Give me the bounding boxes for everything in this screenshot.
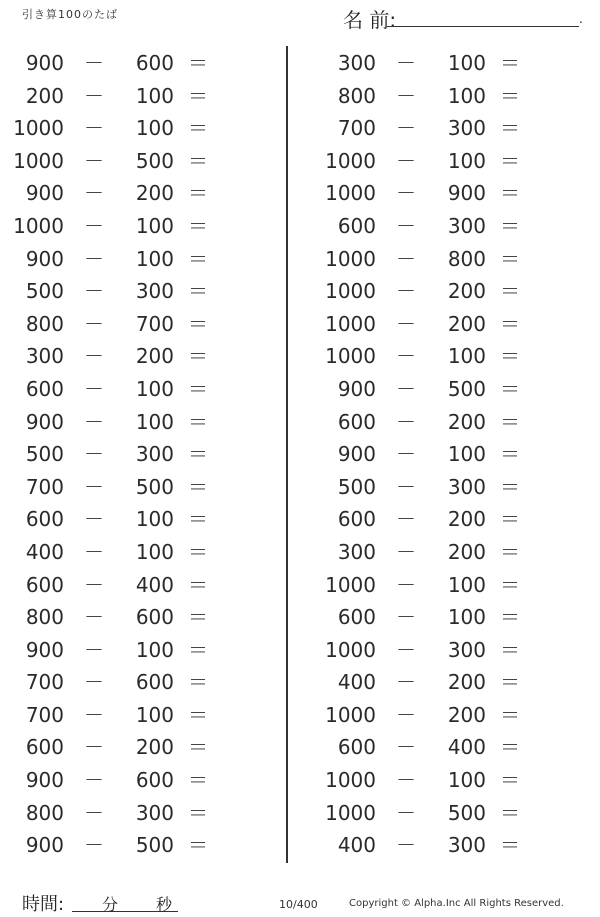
equals-sign: ＝ — [188, 181, 208, 206]
problem-row — [320, 438, 580, 471]
equals-sign: ＝ — [500, 51, 520, 75]
equals-sign: ＝ — [500, 344, 520, 369]
minus-sign: － — [84, 409, 104, 434]
minuend: 800 — [25, 800, 64, 825]
minuend: 1000 — [13, 116, 64, 141]
problem-row — [8, 699, 268, 732]
minus-sign: － — [84, 83, 104, 108]
minuend: 800 — [337, 83, 376, 108]
right-problem-column — [320, 47, 580, 862]
minuend: 1000 — [13, 148, 64, 173]
minuend: 400 — [25, 539, 64, 564]
minuend: 900 — [25, 409, 64, 434]
equals-sign: ＝ — [188, 116, 208, 141]
subtrahend: 400 — [135, 572, 174, 597]
problem-row — [320, 569, 580, 602]
problem-row — [320, 797, 580, 830]
problem-row — [8, 503, 268, 536]
minus-sign: － — [396, 539, 416, 564]
equals-sign: ＝ — [188, 442, 208, 467]
minuend: 600 — [25, 507, 64, 532]
problem-row — [8, 601, 268, 634]
minuend: 500 — [25, 279, 64, 304]
subtrahend: 600 — [135, 768, 174, 793]
minuend: 900 — [25, 833, 64, 858]
subtrahend: 200 — [135, 735, 174, 760]
minuend: 1000 — [325, 148, 376, 173]
problem-row — [8, 275, 268, 308]
problem-row — [8, 634, 268, 667]
equals-sign: ＝ — [500, 702, 520, 727]
subtrahend: 100 — [447, 51, 486, 75]
minus-sign: － — [396, 637, 416, 662]
equals-sign: ＝ — [188, 507, 208, 532]
minuend: 900 — [25, 246, 64, 271]
subtrahend: 500 — [135, 833, 174, 858]
minuend: 300 — [25, 344, 64, 369]
minuend: 1000 — [325, 800, 376, 825]
subtrahend: 300 — [447, 833, 486, 858]
problem-row — [320, 731, 580, 764]
equals-sign: ＝ — [188, 768, 208, 793]
subtrahend: 300 — [447, 474, 486, 499]
minuend: 900 — [25, 637, 64, 662]
problem-row — [8, 145, 268, 178]
equals-sign: ＝ — [500, 83, 520, 108]
minus-sign: － — [84, 376, 104, 401]
problem-row — [8, 47, 268, 80]
problem-row — [8, 308, 268, 341]
minuend: 1000 — [325, 572, 376, 597]
problem-row — [320, 275, 580, 308]
problem-row — [8, 536, 268, 569]
subtrahend: 100 — [135, 702, 174, 727]
minus-sign: － — [84, 213, 104, 238]
subtrahend: 100 — [135, 409, 174, 434]
equals-sign: ＝ — [188, 83, 208, 108]
subtrahend: 600 — [135, 605, 174, 630]
equals-sign: ＝ — [500, 409, 520, 434]
minus-sign: － — [84, 279, 104, 304]
problem-row — [8, 797, 268, 830]
minuend: 1000 — [325, 311, 376, 336]
subtrahend: 100 — [135, 246, 174, 271]
subtrahend: 100 — [447, 83, 486, 108]
problem-row — [8, 731, 268, 764]
equals-sign: ＝ — [500, 279, 520, 304]
problem-row — [8, 569, 268, 602]
minuend: 1000 — [325, 702, 376, 727]
time-field — [22, 890, 182, 916]
minus-sign: － — [84, 735, 104, 760]
problem-row — [320, 308, 580, 341]
equals-sign: ＝ — [188, 409, 208, 434]
subtrahend: 100 — [135, 213, 174, 238]
equals-sign: ＝ — [500, 213, 520, 238]
minuend: 1000 — [325, 181, 376, 206]
problem-row — [320, 536, 580, 569]
subtrahend: 300 — [447, 213, 486, 238]
minus-sign: － — [396, 213, 416, 238]
minus-sign: － — [396, 833, 416, 858]
subtrahend: 100 — [447, 605, 486, 630]
minus-sign: － — [396, 83, 416, 108]
minuend: 1000 — [325, 279, 376, 304]
subtrahend: 300 — [447, 116, 486, 141]
subtrahend: 100 — [135, 507, 174, 532]
problem-row — [320, 340, 580, 373]
minus-sign: － — [396, 279, 416, 304]
equals-sign: ＝ — [500, 572, 520, 597]
minus-sign: － — [396, 768, 416, 793]
problem-row — [8, 666, 268, 699]
problem-row — [8, 340, 268, 373]
equals-sign: ＝ — [500, 181, 520, 206]
minus-sign: － — [396, 800, 416, 825]
subtrahend: 100 — [135, 116, 174, 141]
equals-sign: ＝ — [188, 51, 208, 75]
minus-sign: － — [396, 670, 416, 695]
problem-row — [320, 47, 580, 80]
equals-sign: ＝ — [188, 800, 208, 825]
minus-sign: － — [84, 442, 104, 467]
subtrahend: 500 — [135, 148, 174, 173]
minus-sign: － — [396, 246, 416, 271]
minus-sign: － — [396, 344, 416, 369]
minuend: 1000 — [325, 768, 376, 793]
equals-sign: ＝ — [500, 605, 520, 630]
minuend: 600 — [337, 507, 376, 532]
problem-row — [320, 503, 580, 536]
subtrahend: 500 — [447, 376, 486, 401]
subtrahend: 300 — [135, 279, 174, 304]
subtrahend: 200 — [447, 279, 486, 304]
problem-row — [8, 438, 268, 471]
subtrahend: 100 — [135, 539, 174, 564]
minus-sign: － — [84, 116, 104, 141]
equals-sign: ＝ — [500, 735, 520, 760]
equals-sign: ＝ — [188, 376, 208, 401]
equals-sign: ＝ — [500, 768, 520, 793]
minuend: 900 — [337, 442, 376, 467]
equals-sign: ＝ — [188, 344, 208, 369]
subtrahend: 100 — [447, 442, 486, 467]
minuend: 1000 — [325, 344, 376, 369]
subtrahend: 800 — [447, 246, 486, 271]
subtrahend: 600 — [135, 51, 174, 75]
minus-sign: － — [84, 670, 104, 695]
equals-sign: ＝ — [188, 833, 208, 858]
equals-sign: ＝ — [500, 800, 520, 825]
minus-sign: － — [84, 539, 104, 564]
minuend: 600 — [25, 376, 64, 401]
minus-sign: － — [396, 442, 416, 467]
problem-row — [8, 373, 268, 406]
minuend: 600 — [25, 572, 64, 597]
minus-sign: － — [396, 507, 416, 532]
minus-sign: － — [396, 735, 416, 760]
page-count: 10/400 — [279, 898, 318, 911]
minuend: 300 — [337, 539, 376, 564]
minuend: 900 — [25, 768, 64, 793]
equals-sign: ＝ — [188, 572, 208, 597]
problem-row — [8, 243, 268, 276]
problem-row — [320, 243, 580, 276]
subtrahend: 200 — [447, 311, 486, 336]
problem-row — [320, 601, 580, 634]
minus-sign: － — [84, 800, 104, 825]
minuend: 400 — [337, 833, 376, 858]
minus-sign: － — [84, 148, 104, 173]
minus-sign: － — [84, 246, 104, 271]
minuend: 700 — [25, 670, 64, 695]
minuend: 600 — [337, 605, 376, 630]
minus-sign: － — [396, 605, 416, 630]
subtrahend: 500 — [135, 474, 174, 499]
minuend: 700 — [25, 702, 64, 727]
minus-sign: － — [396, 311, 416, 336]
subtrahend: 200 — [447, 539, 486, 564]
minus-sign: － — [84, 572, 104, 597]
minus-sign: － — [84, 833, 104, 858]
minuend: 600 — [25, 735, 64, 760]
problem-row — [320, 406, 580, 439]
subtrahend: 100 — [447, 148, 486, 173]
subtrahend: 300 — [447, 637, 486, 662]
name-label: 名 前: — [343, 8, 397, 32]
equals-sign: ＝ — [188, 539, 208, 564]
problem-row — [320, 210, 580, 243]
equals-sign: ＝ — [500, 507, 520, 532]
minuend: 1000 — [325, 246, 376, 271]
problem-row — [8, 406, 268, 439]
problem-row — [8, 177, 268, 210]
left-problem-column — [8, 47, 268, 862]
minuend: 800 — [25, 311, 64, 336]
subtrahend: 100 — [135, 83, 174, 108]
problem-row — [320, 666, 580, 699]
problem-row — [320, 829, 580, 862]
minuend: 500 — [337, 474, 376, 499]
name-underline — [387, 26, 579, 27]
minus-sign: － — [84, 637, 104, 662]
subtrahend: 100 — [447, 344, 486, 369]
subtrahend: 200 — [447, 670, 486, 695]
minuend: 500 — [25, 442, 64, 467]
equals-sign: ＝ — [500, 376, 520, 401]
subtrahend: 600 — [135, 670, 174, 695]
minuend: 900 — [25, 51, 64, 75]
minuend: 700 — [25, 474, 64, 499]
minuend: 900 — [337, 376, 376, 401]
equals-sign: ＝ — [188, 637, 208, 662]
subtrahend: 200 — [135, 181, 174, 206]
minus-sign: － — [84, 768, 104, 793]
equals-sign: ＝ — [188, 474, 208, 499]
equals-sign: ＝ — [500, 148, 520, 173]
minuend: 300 — [337, 51, 376, 75]
equals-sign: ＝ — [500, 670, 520, 695]
equals-sign: ＝ — [500, 442, 520, 467]
subtrahend: 100 — [135, 637, 174, 662]
worksheet-title: 引き算100のたば — [22, 8, 118, 21]
minus-sign: － — [396, 376, 416, 401]
problem-row — [320, 373, 580, 406]
problem-row — [320, 112, 580, 145]
equals-sign: ＝ — [500, 311, 520, 336]
equals-sign: ＝ — [500, 116, 520, 141]
copyright-notice: Copyright © Alpha.Inc All Rights Reserved. — [349, 898, 564, 909]
problem-row — [8, 210, 268, 243]
problem-row — [320, 634, 580, 667]
subtrahend: 200 — [447, 507, 486, 532]
equals-sign: ＝ — [500, 246, 520, 271]
minuend: 600 — [337, 409, 376, 434]
minus-sign: － — [396, 702, 416, 727]
problem-row — [8, 80, 268, 113]
minuend: 400 — [337, 670, 376, 695]
minus-sign: － — [396, 51, 416, 75]
problem-row — [320, 699, 580, 732]
column-divider — [286, 46, 288, 863]
minus-sign: － — [396, 116, 416, 141]
minuend: 1000 — [13, 213, 64, 238]
minuend: 800 — [25, 605, 64, 630]
equals-sign: ＝ — [188, 605, 208, 630]
equals-sign: ＝ — [188, 246, 208, 271]
equals-sign: ＝ — [188, 670, 208, 695]
problem-row — [8, 112, 268, 145]
minutes-label: 分 — [102, 895, 119, 914]
minuend: 600 — [337, 735, 376, 760]
equals-sign: ＝ — [188, 311, 208, 336]
subtrahend: 400 — [447, 735, 486, 760]
problem-row — [320, 177, 580, 210]
seconds-label: 秒 — [156, 895, 173, 914]
equals-sign: ＝ — [500, 474, 520, 499]
problem-row — [8, 471, 268, 504]
equals-sign: ＝ — [188, 279, 208, 304]
subtrahend: 300 — [135, 442, 174, 467]
equals-sign: ＝ — [188, 148, 208, 173]
minus-sign: － — [84, 181, 104, 206]
equals-sign: ＝ — [500, 637, 520, 662]
subtrahend: 200 — [447, 702, 486, 727]
name-field — [343, 4, 583, 30]
minus-sign: － — [396, 409, 416, 434]
subtrahend: 200 — [447, 409, 486, 434]
equals-sign: ＝ — [188, 735, 208, 760]
minus-sign: － — [396, 181, 416, 206]
minuend: 900 — [25, 181, 64, 206]
minuend: 600 — [337, 213, 376, 238]
minus-sign: － — [396, 474, 416, 499]
name-end-mark: . — [579, 12, 583, 26]
problem-row — [320, 764, 580, 797]
equals-sign: ＝ — [188, 213, 208, 238]
minus-sign: － — [396, 148, 416, 173]
minus-sign: － — [396, 572, 416, 597]
problem-row — [320, 80, 580, 113]
minus-sign: － — [84, 311, 104, 336]
minus-sign: － — [84, 51, 104, 75]
minus-sign: － — [84, 344, 104, 369]
subtrahend: 900 — [447, 181, 486, 206]
minuend: 700 — [337, 116, 376, 141]
subtrahend: 300 — [135, 800, 174, 825]
equals-sign: ＝ — [500, 539, 520, 564]
equals-sign: ＝ — [188, 702, 208, 727]
equals-sign: ＝ — [500, 833, 520, 858]
problem-row — [320, 471, 580, 504]
minus-sign: － — [84, 507, 104, 532]
problem-row — [8, 829, 268, 862]
minuend: 1000 — [325, 637, 376, 662]
subtrahend: 100 — [135, 376, 174, 401]
minus-sign: － — [84, 474, 104, 499]
subtrahend: 700 — [135, 311, 174, 336]
subtrahend: 100 — [447, 768, 486, 793]
subtrahend: 200 — [135, 344, 174, 369]
problem-row — [320, 145, 580, 178]
problem-row — [8, 764, 268, 797]
subtrahend: 500 — [447, 800, 486, 825]
minus-sign: － — [84, 702, 104, 727]
minuend: 200 — [25, 83, 64, 108]
time-label: 時間: — [22, 894, 65, 915]
minus-sign: － — [84, 605, 104, 630]
subtrahend: 100 — [447, 572, 486, 597]
